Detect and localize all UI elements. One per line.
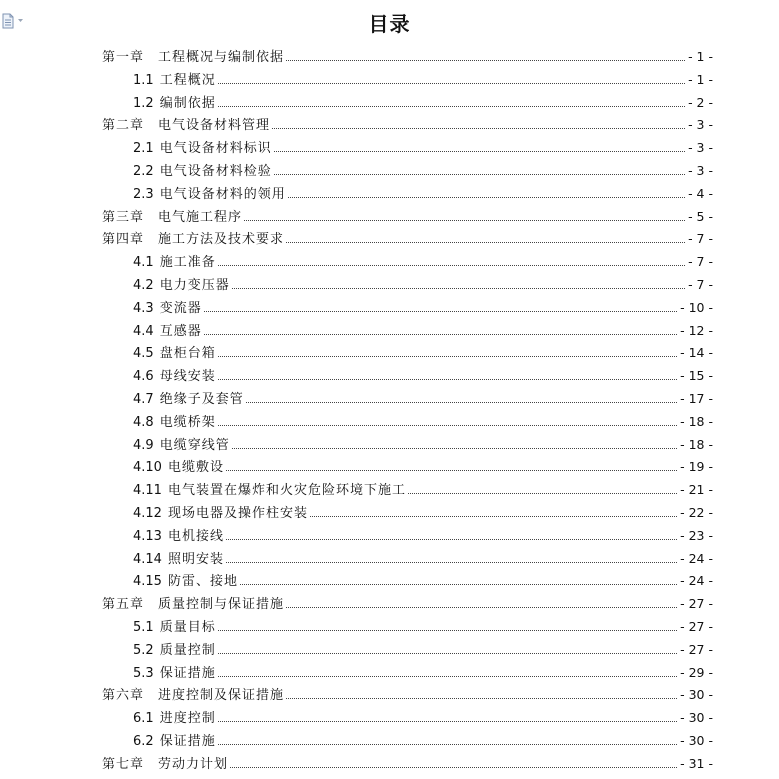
toc-chapter-entry[interactable] — [102, 206, 713, 229]
entry-number: 4.1 — [133, 255, 154, 271]
toc-section-entry[interactable] — [102, 548, 713, 571]
entry-page-number: - 17 - — [680, 390, 713, 406]
toc-section-entry[interactable] — [102, 297, 713, 320]
entry-number: 4.12 — [133, 505, 162, 521]
entry-number: 4.15 — [133, 574, 162, 590]
entry-number: 4.14 — [133, 551, 162, 567]
toc-section-entry[interactable] — [102, 502, 713, 525]
dot-leader — [310, 516, 677, 517]
toc-section-entry[interactable] — [102, 183, 713, 206]
dot-leader — [218, 676, 677, 677]
entry-title: 施工准备 — [159, 255, 216, 271]
entry-page-number: - 7 - — [688, 254, 713, 270]
dot-leader — [218, 356, 677, 357]
toc-section-entry[interactable] — [102, 616, 713, 639]
toc-section-entry[interactable] — [102, 707, 713, 730]
entry-page-number: - 1 - — [688, 49, 713, 64]
toc-section-entry[interactable] — [102, 137, 713, 160]
entry-page-number: - 1 - — [688, 71, 713, 87]
toc-section-entry[interactable] — [102, 92, 713, 115]
toc-section-entry[interactable] — [102, 434, 713, 457]
entry-number: 4.10 — [133, 460, 162, 476]
entry-number: 5.1 — [133, 619, 154, 635]
toc-section-entry[interactable] — [102, 662, 713, 685]
entry-title: 电缆桥架 — [159, 414, 216, 430]
entry-number: 4.8 — [133, 414, 154, 430]
entry-title: 变流器 — [159, 300, 202, 316]
entry-title: 施工方法及技术要求 — [158, 232, 285, 248]
entry-number: 第三章 — [102, 209, 145, 225]
entry-number: 1.2 — [133, 95, 154, 111]
entry-title: 质量目标 — [159, 619, 216, 635]
entry-page-number: - 29 - — [680, 664, 713, 680]
entry-page-number: - 23 - — [680, 527, 713, 543]
dot-leader — [274, 174, 685, 175]
entry-page-number: - 3 - — [688, 117, 713, 133]
entry-number: 1.1 — [133, 72, 154, 88]
dot-leader — [408, 493, 677, 494]
toc-section-entry[interactable] — [102, 365, 713, 388]
entry-page-number: - 5 - — [688, 208, 713, 224]
entry-page-number: - 27 - — [680, 596, 713, 612]
dot-leader — [274, 151, 685, 152]
dot-leader — [218, 83, 685, 84]
entry-page-number: - 10 - — [680, 299, 713, 315]
dot-leader — [204, 311, 677, 312]
entry-number: 4.3 — [133, 300, 154, 316]
dot-leader — [226, 562, 677, 563]
dot-leader — [218, 653, 677, 654]
entry-title: 保证措施 — [159, 665, 216, 681]
dot-leader — [286, 242, 685, 243]
entry-number: 4.9 — [133, 437, 154, 453]
entry-page-number: - 2 - — [688, 94, 713, 110]
dot-leader — [218, 265, 685, 266]
entry-number: 第一章 — [102, 50, 145, 65]
entry-title: 电气设备材料管理 — [158, 118, 271, 134]
entry-page-number: - 31 - — [680, 755, 713, 771]
entry-number: 5.2 — [133, 642, 154, 658]
entry-title: 绝缘子及套管 — [159, 391, 244, 407]
toc-chapter-entry[interactable] — [102, 46, 713, 69]
entry-page-number: - 30 - — [680, 710, 713, 726]
entry-title: 现场电器及操作柱安装 — [167, 505, 308, 521]
dot-leader — [218, 630, 677, 631]
entry-title: 电缆敷设 — [167, 460, 224, 476]
toc-section-entry[interactable] — [102, 160, 713, 183]
entry-page-number: - 18 - — [680, 436, 713, 452]
dot-leader — [272, 128, 685, 129]
toc-chapter-entry[interactable] — [102, 114, 713, 137]
entry-page-number: - 4 - — [688, 185, 713, 201]
toc-chapter-entry[interactable] — [102, 228, 713, 251]
toc-section-entry[interactable] — [102, 342, 713, 365]
entry-title: 母线安装 — [159, 369, 216, 385]
entry-title: 电气设备材料的领用 — [159, 186, 286, 202]
entry-page-number: - 30 - — [680, 732, 713, 748]
entry-page-number: - 27 - — [680, 618, 713, 634]
entry-page-number: - 19 - — [680, 459, 713, 475]
toc-section-entry[interactable] — [102, 639, 713, 662]
entry-page-number: - 27 - — [680, 641, 713, 657]
table-of-contents — [102, 46, 713, 776]
entry-page-number: - 18 - — [680, 413, 713, 429]
entry-number: 4.2 — [133, 277, 154, 293]
entry-title: 电气施工程序 — [158, 209, 243, 225]
dot-leader — [286, 607, 677, 608]
entry-page-number: - 3 - — [688, 162, 713, 178]
toc-chapter-entry[interactable] — [102, 684, 713, 707]
dot-leader — [226, 470, 677, 471]
entry-number: 4.4 — [133, 323, 154, 339]
dot-leader — [218, 744, 677, 745]
toc-section-entry[interactable] — [102, 320, 713, 343]
dot-leader — [204, 334, 677, 335]
entry-number: 6.1 — [133, 711, 154, 727]
toc-section-entry[interactable] — [102, 456, 713, 479]
dot-leader — [218, 106, 685, 107]
entry-title: 进度控制 — [159, 711, 216, 727]
dot-leader — [232, 448, 677, 449]
entry-page-number: - 12 - — [680, 322, 713, 338]
entry-page-number: - 24 - — [680, 550, 713, 566]
dot-leader — [232, 288, 685, 289]
dot-leader — [286, 698, 677, 699]
entry-number: 2.2 — [133, 163, 154, 179]
dot-leader — [286, 60, 685, 61]
entry-title: 保证措施 — [159, 733, 216, 749]
entry-number: 第六章 — [102, 688, 145, 704]
entry-title: 电缆穿线管 — [159, 437, 230, 453]
entry-title: 电气设备材料标识 — [159, 141, 272, 157]
entry-number: 2.1 — [133, 141, 154, 157]
entry-title: 盘柜台箱 — [159, 346, 216, 362]
entry-title: 电机接线 — [167, 528, 224, 544]
entry-page-number: - 22 - — [680, 504, 713, 520]
entry-title: 互感器 — [159, 323, 202, 339]
dot-leader — [244, 220, 685, 221]
dot-leader — [246, 402, 677, 403]
entry-number: 4.7 — [133, 391, 154, 407]
entry-number: 2.3 — [133, 186, 154, 202]
toc-chapter-entry[interactable] — [102, 753, 713, 776]
toc-section-entry[interactable] — [102, 479, 713, 502]
dot-leader — [218, 425, 677, 426]
entry-page-number: - 3 - — [688, 140, 713, 156]
entry-number: 4.11 — [133, 483, 162, 499]
entry-title: 工程概况 — [159, 72, 216, 88]
toc-section-entry[interactable] — [102, 525, 713, 548]
entry-title: 编制依据 — [159, 95, 216, 111]
entry-title: 防雷、接地 — [167, 574, 238, 590]
entry-page-number: - 7 - — [688, 276, 713, 292]
entry-page-number: - 7 - — [688, 231, 713, 247]
dot-leader — [218, 379, 677, 380]
entry-page-number: - 30 - — [680, 687, 713, 703]
entry-number: 第二章 — [102, 118, 145, 134]
entry-number: 4.6 — [133, 369, 154, 385]
dot-leader — [240, 584, 677, 585]
dot-leader — [226, 539, 677, 540]
entry-title: 工程概况与编制依据 — [158, 50, 285, 65]
toc-section-entry[interactable] — [102, 69, 713, 92]
toc-section-entry[interactable] — [102, 388, 713, 411]
entry-number: 第七章 — [102, 756, 145, 772]
entry-title: 电力变压器 — [159, 277, 230, 293]
entry-title: 质量控制 — [159, 642, 216, 658]
dot-leader — [218, 721, 677, 722]
toc-section-entry[interactable] — [102, 274, 713, 297]
entry-page-number: - 15 - — [680, 368, 713, 384]
entry-page-number: - 21 - — [680, 482, 713, 498]
entry-title: 进度控制及保证措施 — [158, 688, 285, 704]
entry-number: 5.3 — [133, 665, 154, 681]
toc-chapter-entry[interactable] — [102, 593, 713, 616]
entry-title: 电气装置在爆炸和火灾危险环境下施工 — [167, 483, 406, 499]
entry-page-number: - 14 - — [680, 345, 713, 361]
dot-leader — [230, 767, 677, 768]
toc-section-entry[interactable] — [102, 251, 713, 274]
dot-leader — [288, 197, 685, 198]
entry-number: 第四章 — [102, 232, 145, 248]
entry-number: 4.5 — [133, 346, 154, 362]
entry-title: 劳动力计划 — [158, 756, 229, 772]
entry-number: 第五章 — [102, 597, 145, 613]
toc-section-entry[interactable] — [102, 570, 713, 593]
entry-number: 4.13 — [133, 528, 162, 544]
entry-title: 质量控制与保证措施 — [158, 597, 285, 613]
entry-title: 电气设备材料检验 — [159, 163, 272, 179]
toc-section-entry[interactable] — [102, 730, 713, 753]
entry-title: 照明安装 — [167, 551, 224, 567]
entry-page-number: - 24 - — [680, 573, 713, 589]
toc-section-entry[interactable] — [102, 411, 713, 434]
entry-number: 6.2 — [133, 733, 154, 749]
page-title: 目录 — [368, 12, 411, 36]
